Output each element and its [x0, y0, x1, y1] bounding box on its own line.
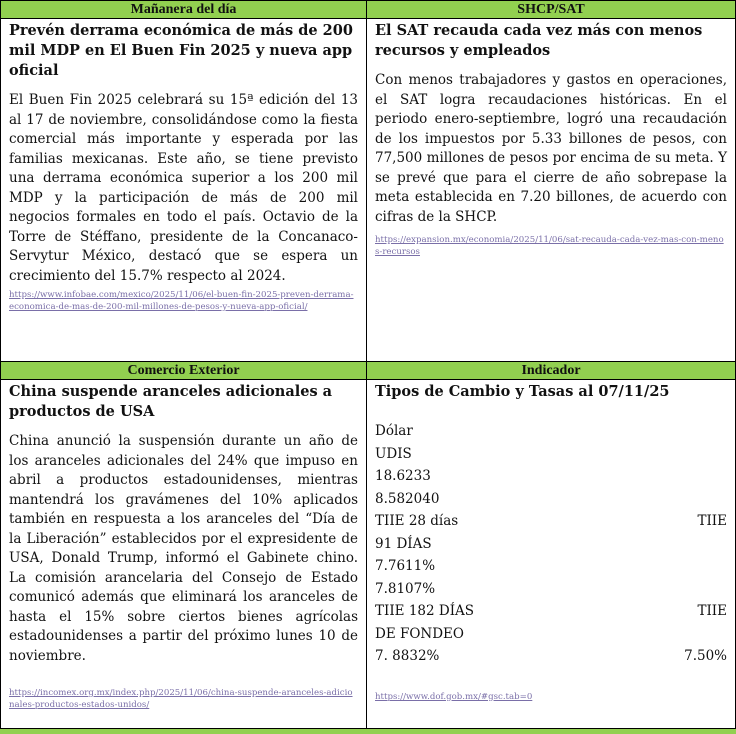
indicador-title: Tipos de Cambio y Tasas al 07/11/25	[375, 383, 670, 400]
shcp-body: Con menos trabajadores y gastos en operaciones, el SAT logra recaudaciones históricas. En el periodo enero-septiembre, logró una recaudación de los impuestos por 5.33 billones de pesos, con 77,500 millones de pesos por encima de su meta. Y se prevé que para el cierre de año sobrepase la meta establecida en 7.20 billones, de acuerdo con cifras de la SHCP.	[375, 72, 727, 225]
indicador-table	[375, 420, 727, 668]
shcp-title: El SAT recauda cada vez más con menos recursos y empleados	[375, 22, 703, 59]
indicador-row	[375, 533, 727, 556]
section-header-comercio: Comercio Exterior	[0, 361, 367, 380]
label-udis: UDIS	[375, 445, 412, 462]
indicador-row	[375, 443, 727, 466]
mananera-title: Prevén derrama económica de más de 200 mil MDP en El Buen Fin 2025 y nueva app oficial	[9, 22, 353, 79]
comercio-body: China anunció la suspensión durante un año de los aranceles adicionales del 24% que impuso en abril a productos estadounidenses, mientras mantendrá los gravámenes del 10% aplicados también en respuesta a los aranceles del “Día de la Liberación” establecidos por el expresidente de USA, Donald Trump, informó el Gabinete chino. La comisión arancelaria del Consejo de Estado comunicó además que eliminará los aranceles de hasta el 15% sobre ciertos bienes agrícolas estadounidenses a partir del próximo lunes 10 de noviembre.	[9, 433, 358, 664]
indicador-row	[375, 510, 727, 533]
shcp-cell	[366, 19, 736, 361]
label-tiie-182: TIIE 182 DÍAS	[375, 603, 475, 619]
indicador-cell	[366, 380, 736, 728]
section-header-mananera: Mañanera del día	[0, 0, 367, 19]
comercio-link[interactable]: https://incomex.org.mx/index.php/2025/11/06/china-suspende-aranceles-adicionales-productos-estados-unidos/	[9, 688, 353, 710]
label-tiie-91-a: TIIE	[697, 513, 727, 529]
value-dolar: 18.6233	[375, 468, 431, 484]
indicador-row	[375, 645, 727, 668]
value-tiie-fondeo: 7.50%	[684, 648, 727, 664]
value-udis: 8.582040	[375, 490, 440, 507]
label-tiie-fondeo-a: TIIE	[697, 603, 727, 619]
indicador-row	[375, 578, 727, 601]
mananera-link[interactable]: https://www.infobae.com/mexico/2025/11/06/el-buen-fin-2025-preven-derrama-economica-de-mas-de-200-mil-millones-de-pesos-y-nueva-app-oficial/	[9, 290, 354, 312]
mananera-body: El Buen Fin 2025 celebrará su 15ª edición del 13 al 17 de noviembre, consolidándose como la fiesta comercial más importante y esperada por las familias mexicanas. Este año, se tiene previsto una derrama económica superior a los 200 mil MDP y la participación de más de 200 mil negocios formales en todo el país. Octavio de la Torre de Stéffano, presidente de la Concanaco-Servytur México, destacó que se espera un crecimiento del 15.7% respecto al 2024.	[9, 92, 358, 284]
section-header-shcp: SHCP/SAT	[366, 0, 736, 19]
indicador-row	[375, 623, 727, 646]
section-header-indicador: Indicador	[366, 361, 736, 380]
bottom-header-strip	[0, 728, 736, 734]
mananera-cell	[0, 19, 367, 361]
comercio-cell	[0, 380, 367, 728]
comercio-title: China suspende aranceles adicionales a productos de USA	[9, 383, 333, 420]
label-tiie-28: TIIE 28 días	[375, 513, 459, 529]
value-tiie-91: 7.8107%	[375, 580, 436, 597]
indicador-row	[375, 420, 727, 443]
value-tiie-28: 7.7611%	[375, 558, 436, 574]
label-tiie-91-b: 91 DÍAS	[375, 535, 432, 552]
indicador-row	[375, 555, 727, 578]
shcp-link[interactable]: https://expansion.mx/economia/2025/11/06/sat-recauda-cada-vez-mas-con-menos-recursos	[375, 235, 724, 257]
label-dolar: Dólar	[375, 423, 413, 439]
indicador-row	[375, 465, 727, 488]
indicador-row	[375, 488, 727, 511]
value-tiie-182: 7. 8832%	[375, 648, 440, 664]
indicador-link[interactable]: https://www.dof.gob.mx/#gsc.tab=0	[375, 691, 533, 702]
label-tiie-fondeo-b: DE FONDEO	[375, 625, 464, 642]
indicador-row	[375, 600, 727, 623]
